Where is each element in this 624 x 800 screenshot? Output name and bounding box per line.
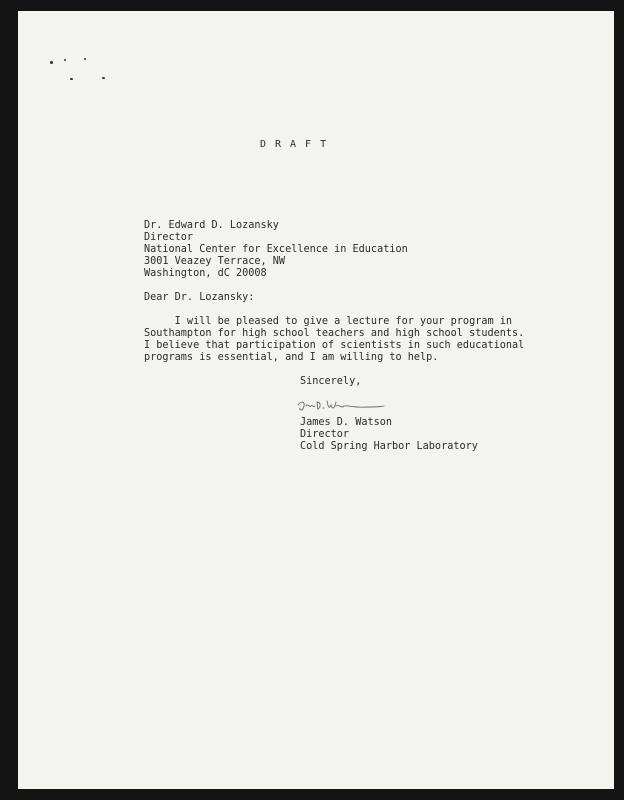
recipient-title: Director — [144, 232, 194, 243]
recipient-city: Washington, dC 20008 — [144, 268, 267, 279]
body-line-2: Southampton for high school teachers and high school students. — [144, 328, 525, 339]
draft-heading: DRAFT — [260, 139, 336, 150]
body-line-4: programs is essential, and I am willing to help. — [144, 352, 439, 363]
salutation: Dear Dr. Lozansky: — [144, 292, 255, 303]
signer-name: James D. Watson — [300, 417, 393, 428]
letter-page — [18, 11, 614, 789]
signature-mark — [296, 397, 386, 417]
body-line-1: I will be pleased to give a lecture for your program in — [144, 316, 513, 327]
closing: Sincerely, — [300, 376, 362, 387]
recipient-organization: National Center for Excellence in Education — [144, 244, 408, 255]
recipient-name: Dr. Edward D. Lozansky — [144, 220, 279, 231]
body-line-3: I believe that participation of scientists in such educational — [144, 340, 525, 351]
signer-title: Director — [300, 429, 350, 440]
signer-organization: Cold Spring Harbor Laboratory — [300, 441, 478, 452]
recipient-street: 3001 Veazey Terrace, NW — [144, 256, 286, 267]
